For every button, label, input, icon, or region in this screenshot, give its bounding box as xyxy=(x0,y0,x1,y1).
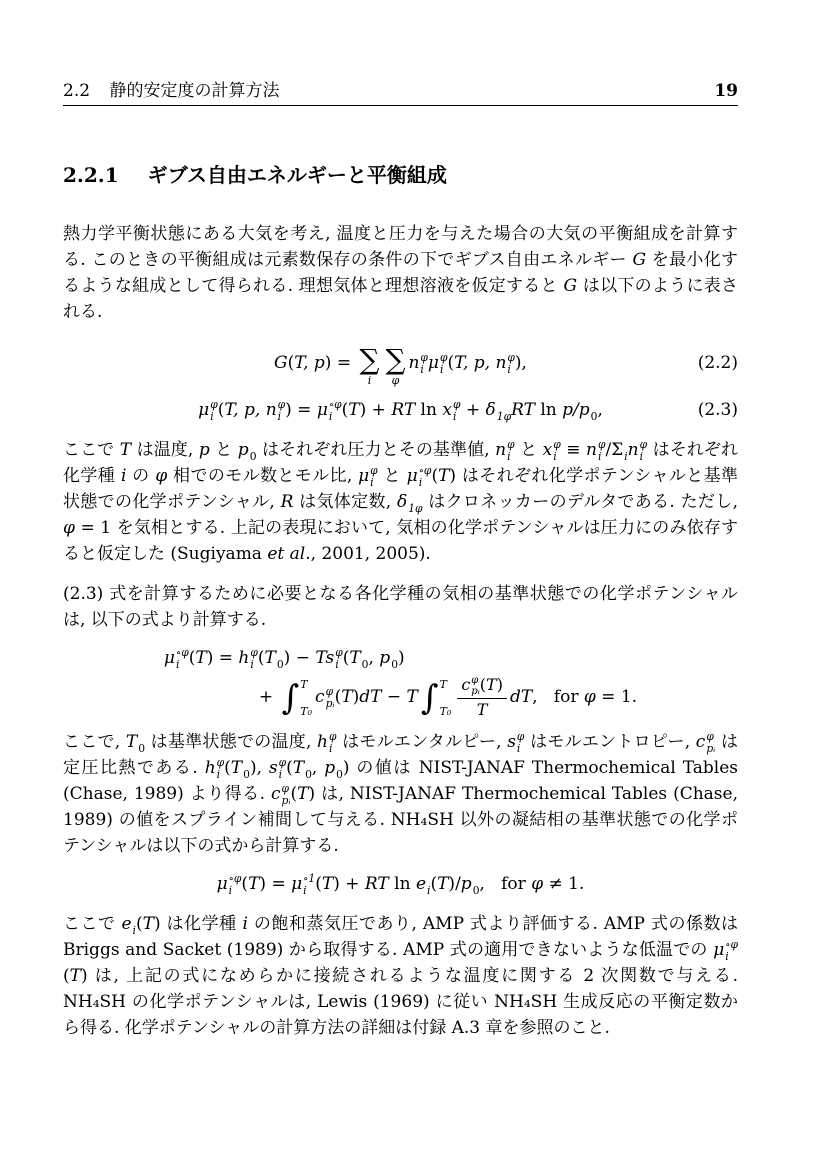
equation-2-3 xyxy=(63,393,738,427)
equation-2-3-number: (2.3) xyxy=(697,400,738,420)
equation-mu-condensed-phase xyxy=(63,867,738,901)
equation-mu-standard-gas-line1: μ ∘φ i (T) = h φ i (T 0 ) − Ts φ i (T 0 , p 0 ) xyxy=(163,646,405,671)
section-heading-number: 2.2.1 xyxy=(63,163,119,187)
equation-2-2-number: (2.2) xyxy=(697,353,738,373)
equation-2-2 xyxy=(63,337,738,389)
equation-2-3-body: μ φ i (T, p, n φ i ) = μ ∘φ i (T) + RT ln x φ i + δ 1φ RT ln p/p 0 , xyxy=(198,398,603,423)
running-header-section xyxy=(63,82,279,101)
running-header-section-number: 2.2 xyxy=(63,81,91,101)
equation-2-2-body: G(T, p) = ∑ i ∑ φ n φ i μ φ i (T, p, n φ i ), xyxy=(274,342,527,387)
equation-mu-standard-gas xyxy=(164,643,637,721)
paragraph-standard-state-intro: (2.3) 式を計算するために必要となる各化学種の気相の基準状態での化学ポテンシャルは, 以下の式より計算する. xyxy=(63,584,738,630)
paragraph-saturation-vapor-pressure: ここで e i (T) は化学種 i の飽和蒸気圧であり, AMP 式より評価する. AMP 式の係数は Briggs and Sacket (1989) から取得する. AMP 式の適用できないような低温での μ ∘φ i (T) は, 上記の式になめらかに接続されるような温度に関する 2 次関数で与える. NH₄SH の化学ポテンシャルは, Lewis (1969) に従い NH₄SH 生成反応の平衡定数から得る. 化学ポテンシャルの計算方法の詳細は付録 A.3 章を参照のこと. xyxy=(63,914,738,1038)
section-heading xyxy=(63,162,738,189)
running-header-section-title: 静的安定度の計算方法 xyxy=(109,81,280,101)
equation-mu-standard-gas-line2: + ∫ T T₀ c φ pᵢ (T)dT − T ∫ T T₀ c φ pᵢ (T) T dT, for φ = 1. xyxy=(258,675,638,720)
running-header xyxy=(63,0,738,106)
section-heading-title: ギブス自由エネルギーと平衡組成 xyxy=(147,163,447,187)
equation-mu-condensed-phase-body: μ ∘φ i (T) = μ ∘1 i (T) + RT ln e i (T)/p 0 , for φ ≠ 1. xyxy=(216,872,585,897)
page-content xyxy=(63,0,738,1041)
paragraph-thermochemical-tables: ここで, T 0 は基準状態での温度, h φ i はモルエンタルピー, s φ i はモルエントロピー, c φ pᵢ は定圧比熱である. h φ i (T 0 ), s φ i (T 0 , p 0 ) の値は NIST-JANAF Thermochemical Tables (Chase, 1989) より得る. c φ pᵢ (T) は, NIST-JANAF Thermochemical Tables (Chase, 1989) の値をスプライン補間して与える. NH₄SH 以外の凝結相の基準状態での化学ポテンシャルは以下の式から計算する. xyxy=(63,730,739,856)
paragraph-intro: 熱力学平衡状態にある大気を考え, 温度と圧力を与えた場合の大気の平衡組成を計算する. このときの平衡組成は元素数保存の条件の下でギブス自由エネルギー G を最小化するような組成として得られる. 理想気体と理想溶液を仮定すると G は以下のように表される. xyxy=(63,224,739,322)
page-number: 19 xyxy=(714,81,738,101)
paragraph-symbol-definitions: ここで T は温度, p と p 0 はそれぞれ圧力とその基準値, n φ i と x φ i ≡ n φ i /Σ i n φ i はそれぞれ化学種 i の φ 相でのモル数とモル比, μ φ i と μ ∘φ i (T) はそれぞれ化学ポテンシャルと基準状態での化学ポテンシャル, R は気体定数, δ 1φ はクロネッカーのデルタである. ただし, φ = 1 を気相とする. 上記の表現において, 気相の化学ポテンシャルは圧力にのみ依存すると仮定した (Sugiyama et al., 2001, 2005). xyxy=(63,438,739,564)
